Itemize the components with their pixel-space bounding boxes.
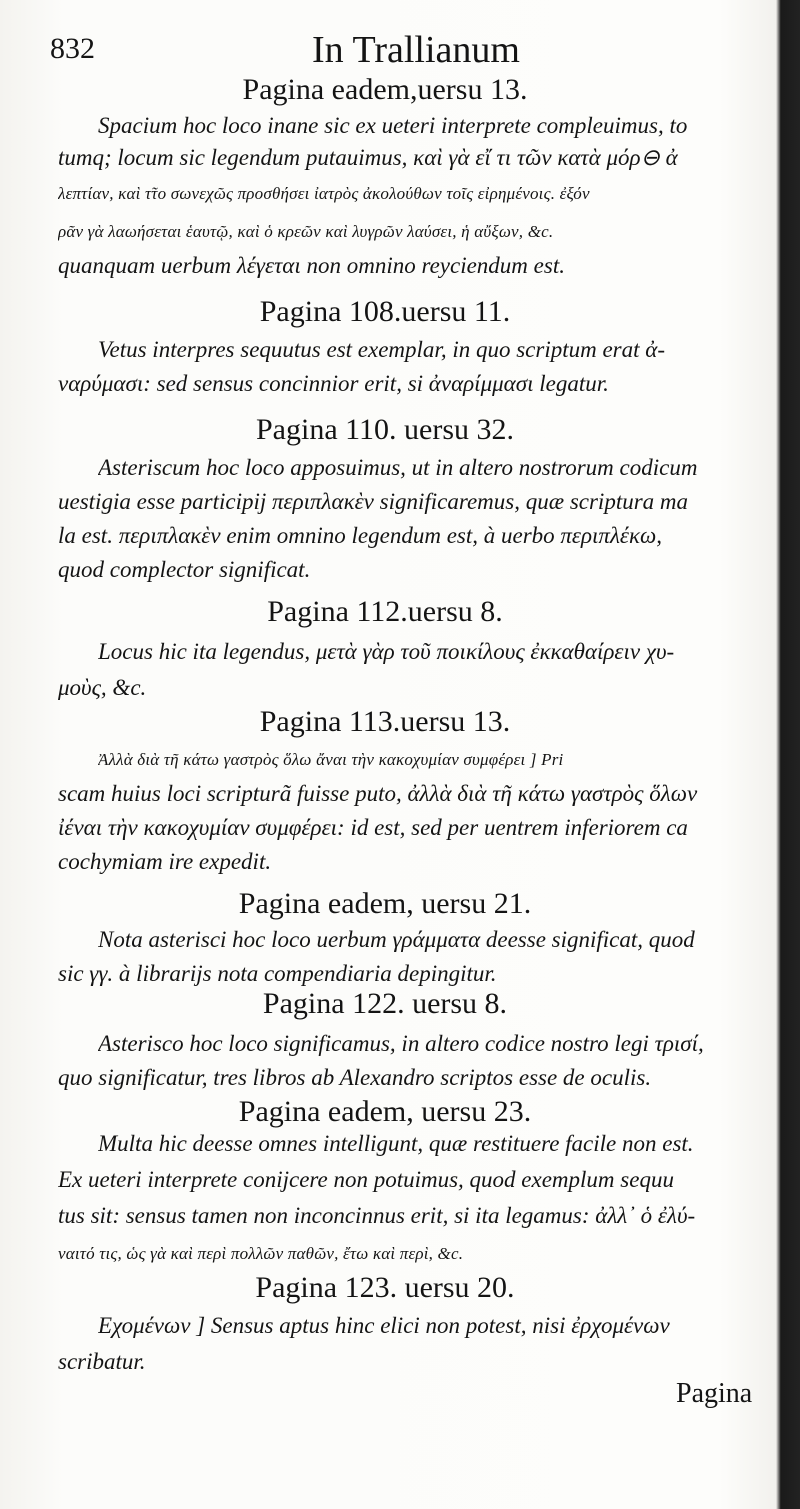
section-heading: Pagina eadem,uersu 13. [242, 73, 528, 106]
text-line: Ex ueteri interprete conijcere non potuimus, quod exemplum sequu [58, 1167, 674, 1192]
text-line: uestigia esse participij περιπλακὲν significaremus, quæ scriptura ma [58, 489, 689, 514]
text-line: ναιτό τις, ὡς γὰ καὶ περὶ πολλῶν παθῶν, ἔτω καὶ περὶ, &c. [58, 1244, 464, 1263]
text-line: Nota asterisci hoc loco uerbum γράμματα deesse significat, quod [98, 927, 695, 952]
text-line: cochymiam ire expedit. [58, 849, 272, 874]
text-line: tus sit: sensus tamen non inconcinnus erit, si ita legamus: ἀλλ᾽ ὁ ἐλύ- [58, 1203, 696, 1228]
section-heading: Pagina 112.uersu 8. [267, 595, 503, 628]
text-line: λεπτίαν, καὶ τ̃το σωνεχῶς προσθήσει ἰατρὸς ἀκολούθων τοῖς εἰρημένοις. ἐξόν [58, 184, 590, 203]
text-line: Spacium hoc loco inane sic ex ueteri interprete compleuimus, to [98, 113, 688, 138]
section-heading: Pagina 123. uersu 20. [255, 1271, 515, 1304]
text-line: scribatur. [58, 1349, 146, 1374]
section-heading: Pagina 122. uersu 8. [262, 987, 508, 1020]
text-line: Asterisco hoc loco significamus, in altero codice nostro legi τρισί, [98, 1031, 704, 1056]
text-line: Vetus interpres sequutus est exemplar, in quo scriptum erat ἀ- [98, 337, 665, 362]
catchword: Pagina [676, 1378, 753, 1409]
text-line: μοὺς, &c. [58, 675, 147, 700]
page-number: 832 [50, 32, 95, 65]
text-line: quod complector significat. [58, 557, 311, 582]
text-line: la est. περιπλακὲν enim omnino legendum est, à uerbo περιπλέκω, [58, 523, 662, 548]
text-line: quanquam uerbum λέγεται non omnino reyciendum est. [58, 253, 565, 278]
running-head: In Trallianum [312, 29, 520, 71]
text-line: ἰέναι τὴν κακοχυμίαν συμφέρει: id est, sed per uentrem inferiorem ca [58, 815, 688, 840]
text-line: ρᾶν γὰ λαωήσεται ἑαυτῷ, καὶ ὁ κρεῶν καὶ λυγρῶν λαύσει, ἡ αὔξων, &c. [58, 222, 554, 241]
section-heading: Pagina eadem, uersu 21. [238, 887, 532, 920]
text-line: ναρύμασι: sed sensus concinnior erit, si ἀναρίμμασι legatur. [58, 371, 609, 396]
text-line: Asteriscum hoc loco apposuimus, ut in altero nostrorum codicum [98, 455, 698, 480]
section-heading: Pagina 108.uersu 11. [259, 295, 511, 328]
text-line: sic γγ. à librarijs nota compendiaria depingitur. [58, 961, 497, 986]
section-heading: Pagina 110. uersu 32. [255, 413, 515, 446]
section-heading: Pagina eadem, uersu 23. [238, 1095, 532, 1128]
text-line: quo significatur, tres libros ab Alexandro scriptos esse de oculis. [58, 1065, 652, 1090]
text-line: tumq; locum sic legendum putauimus, καὶ γὰ εἴ τι τῶν κατὰ μόρ⊖ ἀ [58, 145, 678, 170]
text-line: Multa hic deesse omnes intelligunt, quæ restituere facile non est. [98, 1131, 694, 1156]
text-line: Ἀλλὰ διὰ τῆ κάτω γαστρὸς ὅλω ἄναι τὴν κακοχυμίαν συμφέρει ] Pri [98, 750, 564, 769]
text-line: Εχομένων ] Sensus aptus hinc elici non potest, nisi ἐρχομένων [98, 1313, 670, 1338]
section-heading: Pagina 113.uersu 13. [259, 705, 511, 738]
text-line: Locus hic ita legendus, μετὰ γὰρ τοῦ ποικίλους ἐκκαθαίρειν χυ- [98, 639, 675, 664]
text-line: scam huius loci scripturã fuisse puto, ἀλλὰ διὰ τῆ κάτω γαστρὸς ὅλων [58, 781, 698, 806]
